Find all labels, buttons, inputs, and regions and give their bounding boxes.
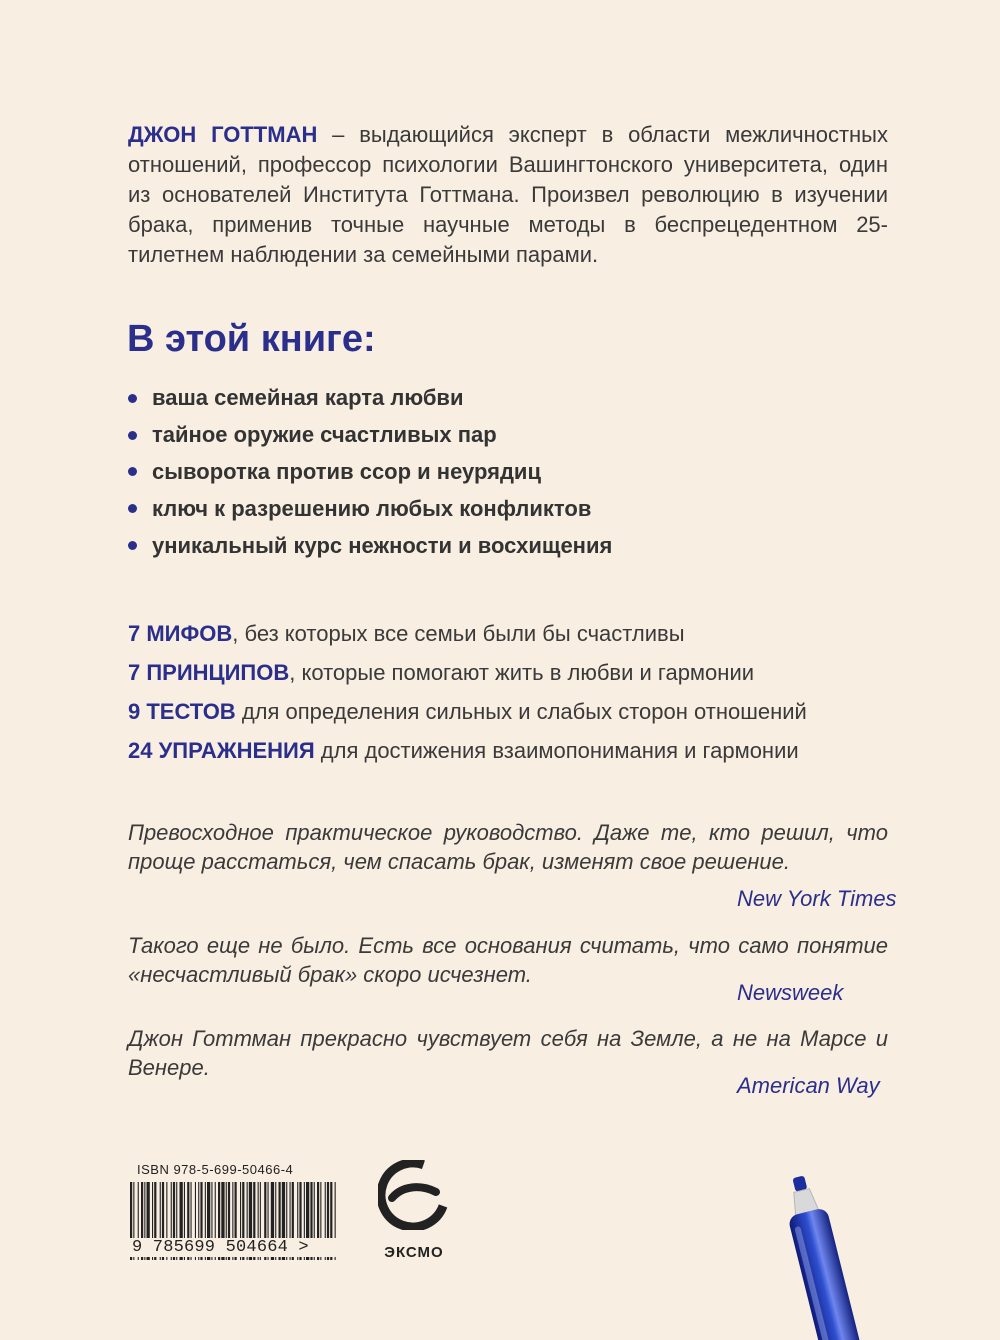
fact-line: 24 УПРАЖНЕНИЯ для достижения взаимопонимания и гармонии xyxy=(128,738,799,763)
isbn-label: ISBN 978-5-699-50466-4 xyxy=(137,1162,294,1177)
book-contents-list xyxy=(128,380,612,564)
bullet-icon xyxy=(128,504,137,513)
fact-line: 9 ТЕСТОВ для определения сильных и слабых сторон отношений xyxy=(128,699,807,724)
author-name: ДЖОН ГОТТМАН xyxy=(128,122,318,147)
review-quote: Такого еще не было. Есть все основания считать, что само понятие «несчастливый брак» скоро исчезнет. xyxy=(128,933,888,987)
bullet-icon xyxy=(128,467,137,476)
book-facts xyxy=(128,614,807,770)
author-bio xyxy=(128,120,888,270)
bullet-icon xyxy=(128,541,137,550)
fact-line: 7 МИФОВ, без которых все семьи были бы счастливы xyxy=(128,621,685,646)
fact-line: 7 ПРИНЦИПОВ, которые помогают жить в любви и гармонии xyxy=(128,660,755,685)
review-source: Newsweek xyxy=(737,980,844,1005)
bullet-icon xyxy=(128,394,137,403)
list-item: ключ к разрешению любых конфликтов xyxy=(128,490,612,527)
publisher-name: ЭКСМО xyxy=(384,1244,444,1261)
book-contents-heading: В этой книге: xyxy=(127,318,376,360)
bullet-icon xyxy=(128,431,137,440)
review-quote: Джон Готтман прекрасно чувствует себя на Земле, а не на Марсе и Венере. xyxy=(128,1026,888,1080)
list-item: ваша семейная карта любви xyxy=(128,380,612,417)
review-source: New York Times xyxy=(737,886,897,911)
review-source: American Way xyxy=(737,1073,880,1098)
review-quote: Превосходное практическое руководство. Даже те, кто решил, что проще расстаться, чем спасать брак, изменят свое решение. xyxy=(128,820,888,874)
list-item: уникальный курс нежности и восхищения xyxy=(128,527,612,564)
publisher-logo-icon xyxy=(378,1160,448,1230)
author-bio-text: – выдающийся эксперт в области межличностных отношений, профессор психологии Вашингтонского университета, один из основателей Института Готтмана. Произвел революцию в изучении брака, применив точные научные методы в беспрецедентном 25-тилетнем наблюдении за семейными парами. xyxy=(128,122,888,267)
pen-icon xyxy=(760,1150,1000,1340)
list-item: тайное оружие счастливых пар xyxy=(128,417,612,454)
list-item: сыворотка против ссор и неурядиц xyxy=(128,454,612,491)
barcode-digits: 9 785699 504664 > xyxy=(130,1238,342,1257)
